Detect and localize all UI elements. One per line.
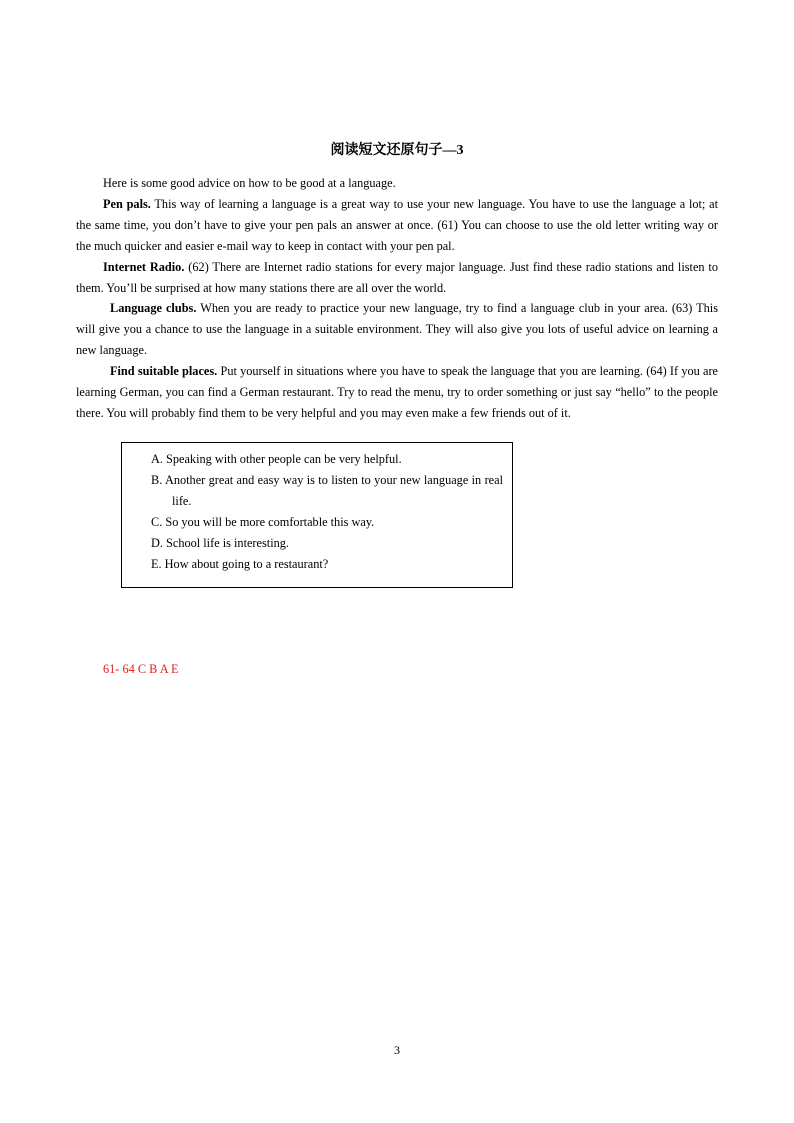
paragraph-language-clubs: [76, 298, 718, 361]
options-box: [121, 442, 513, 588]
paragraph-heading: Find suitable places.: [110, 364, 218, 379]
paragraph-internet-radio: [76, 257, 718, 299]
paragraph-text: When you are ready to practice your new language, try to find a language club in your area. (63) This will give you a chance to use the language in a suitable environment. They will also give you lots of useful advice on learning a new language.: [76, 301, 718, 358]
option-d: D. School life is interesting.: [151, 535, 289, 550]
intro-paragraph: Here is some good advice on how to be good at a language.: [103, 176, 396, 190]
paragraph-heading: Language clubs.: [110, 301, 197, 316]
paragraph-find-suitable-places: [76, 361, 718, 424]
option-a: A. Speaking with other people can be very helpful.: [151, 452, 402, 466]
option-e: E. How about going to a restaurant?: [151, 556, 329, 571]
page-title: 阅读短文还原句子—3: [330, 143, 464, 158]
page-number: 3: [394, 1043, 400, 1057]
answer-key: 61- 64 C B A E: [103, 662, 179, 676]
paragraph-pen-pals: [76, 194, 718, 257]
passage: [76, 173, 718, 424]
paragraph-heading: Pen pals.: [103, 196, 151, 211]
paragraph-text: (62) There are Internet radio stations for every major language. Just find these radio stations and listen to them. You’ll be surprised at how many stations there are all over the world.: [76, 259, 718, 295]
paragraph-heading: Internet Radio.: [103, 259, 185, 274]
option-c: C. So you will be more comfortable this way.: [151, 514, 375, 529]
option-b: B. Another great and easy way is to listen to your new language in real life.: [151, 472, 503, 508]
paragraph-text: Put yourself in situations where you have to speak the language that you are learning. (64) If you are learning German, you can find a German restaurant. Try to read the menu, try to order something or just say “hello” to the people there. You will probably find them to be very helpful and you may even make a few friends out of it.: [76, 364, 719, 420]
paragraph-text: This way of learning a language is a great way to use your new language. You have to use the language a lot; at the same time, you don’t have to give your pen pals an answer at once. (61) You can choose to use the old letter writing way or the much quicker and easier e-mail way to keep in contact with your pen pal.: [76, 196, 718, 253]
